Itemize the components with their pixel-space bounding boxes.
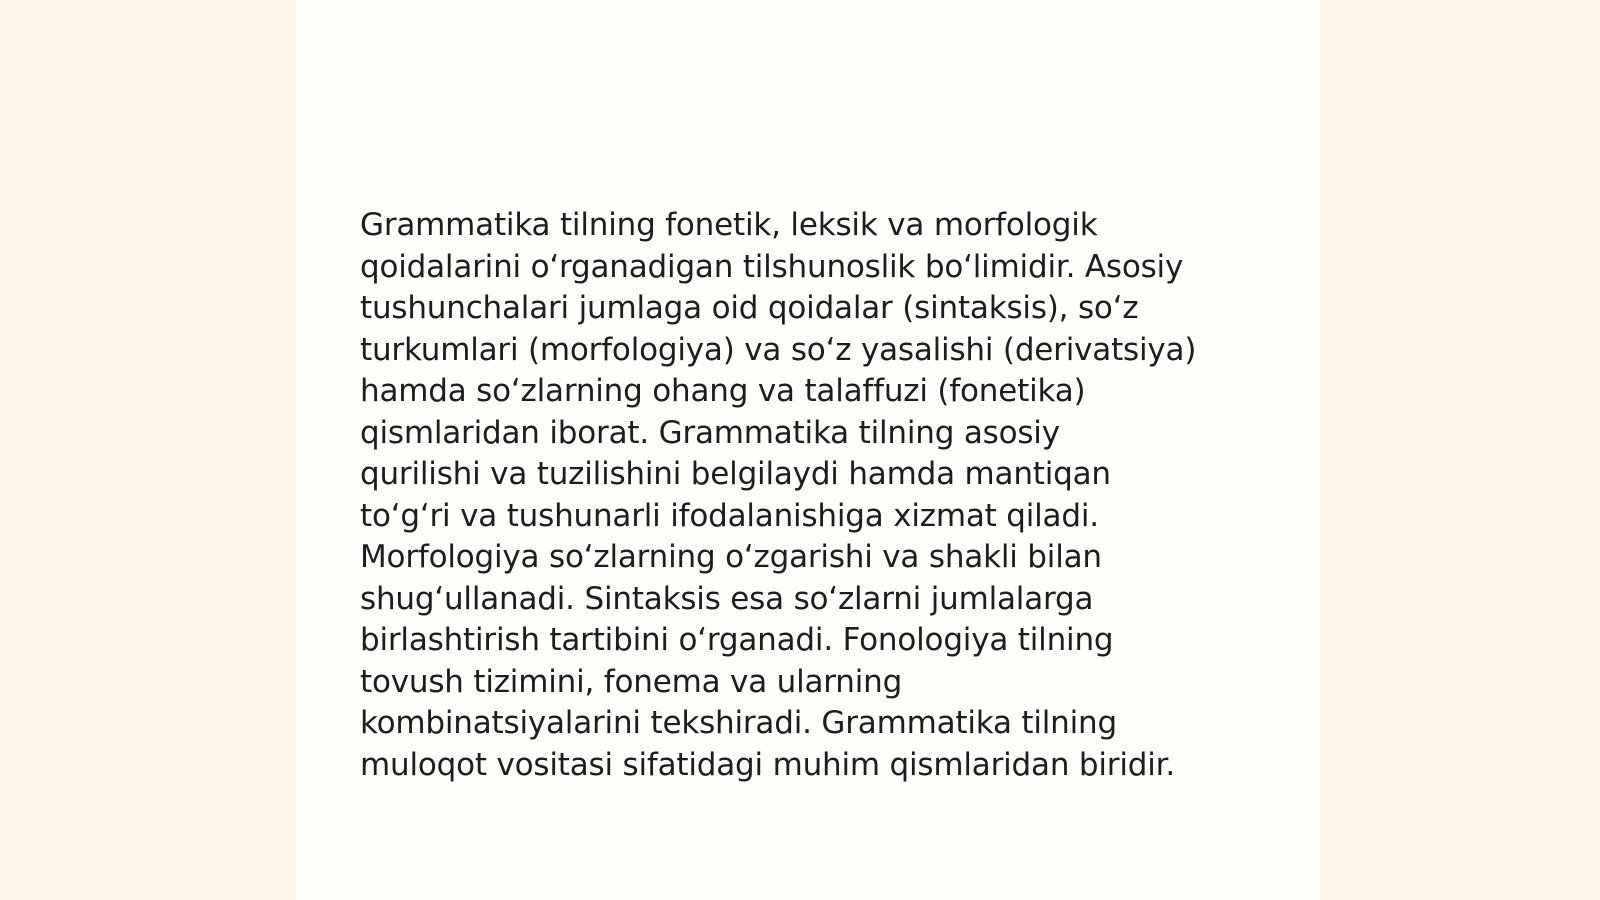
paragraph-line: hamda so‘zlarning ohang va talaffuzi (fonetika): [360, 373, 1086, 409]
paragraph-line: turkumlari (morfologiya) va so‘z yasalishi (derivatsiya): [360, 331, 1197, 368]
paragraph-line: qismlaridan iborat. Grammatika tilning asosiy: [360, 414, 1060, 451]
paragraph-line: qurilishi va tuzilishini belgilaydi hamda mantiqan: [360, 456, 1111, 492]
paragraph-line: Grammatika tilning fonetik, leksik va morfologik: [360, 207, 1098, 243]
paragraph-line: kombinatsiyalarini tekshiradi. Grammatika tilning: [360, 705, 1117, 741]
document-page: [296, 0, 1320, 900]
body-paragraph: [360, 205, 1250, 786]
paragraph-line: Morfologiya so‘zlarning o‘zgarishi va shakli bilan: [360, 539, 1102, 575]
paragraph-line: qoidalarini o‘rganadigan tilshunoslik bo‘limidir. Asosiy: [360, 248, 1184, 285]
paragraph-line: muloqot vositasi sifatidagi muhim qismlaridan biridir.: [360, 746, 1176, 783]
paragraph-line: shug‘ullanadi. Sintaksis esa so‘zlarni jumlalarga: [360, 580, 1094, 617]
paragraph-line: birlashtirish tartibini o‘rganadi. Fonologiya tilning: [360, 622, 1114, 658]
paragraph-line: tovush tizimini, fonema va ularning: [360, 663, 903, 700]
paragraph-line: tushunchalari jumlaga oid qoidalar (sintaksis), so‘z: [360, 290, 1139, 326]
paragraph-line: to‘g‘ri va tushunarli ifodalanishiga xizmat qiladi.: [360, 497, 1099, 534]
